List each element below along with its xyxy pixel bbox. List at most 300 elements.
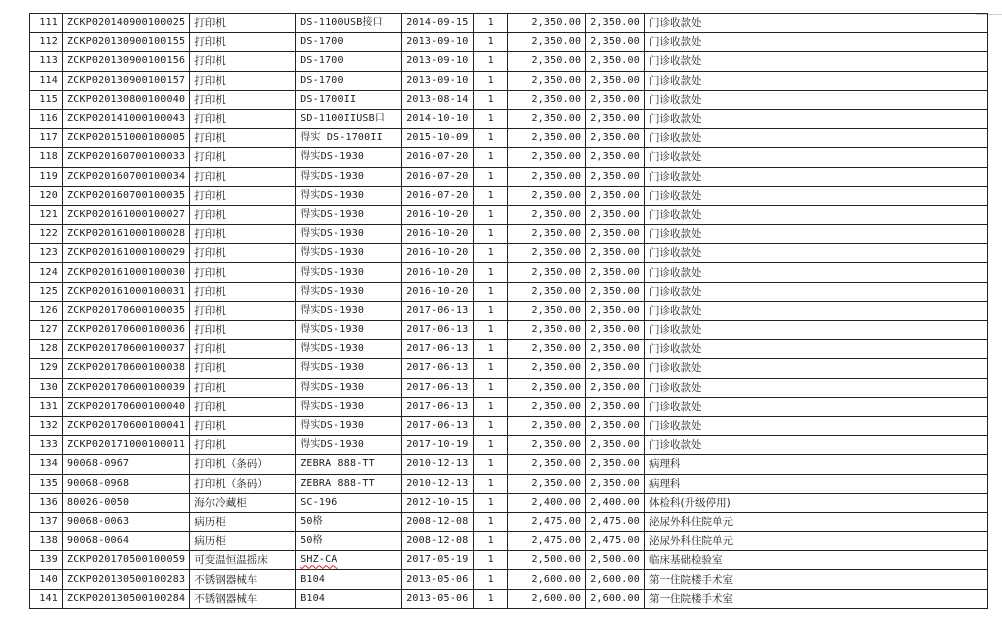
table-row [30,340,988,359]
unit-price-cell [508,167,586,186]
asset-code-text: ZCKP020161000100029 [67,247,186,259]
department-text: 门诊收款处 [648,228,702,241]
asset-code-cell [63,263,190,282]
unit-price-text: 2,400.00 [531,496,582,508]
quantity-cell [474,186,508,205]
row-number-text: 139 [39,554,58,566]
amount-cell [586,321,645,340]
date-text: 2013-05-06 [406,573,469,585]
unit-price-text: 2,350.00 [531,208,582,220]
model-cell [296,321,402,340]
department-cell [644,512,987,531]
asset-code-cell [63,321,190,340]
amount-text: 2,350.00 [590,208,640,220]
row-number-cell [30,378,63,397]
table-row [30,532,988,551]
date-cell [402,340,474,359]
model-cell [296,129,402,148]
amount-text: 2,350.00 [590,17,640,29]
quantity-cell [474,167,508,186]
amount-text: 2,350.00 [590,228,640,240]
department-cell [644,225,987,244]
amount-cell [586,282,645,301]
asset-name-cell [190,321,296,340]
row-number-cell [30,512,63,531]
department-cell [644,14,987,33]
row-number-text: 131 [39,400,58,412]
asset-code-cell [63,129,190,148]
date-text: 2008-12-08 [406,535,469,547]
asset-code-cell [63,71,190,90]
quantity-cell [474,474,508,493]
asset-name-text: 打印机 [194,228,226,241]
asset-code-cell [63,33,190,52]
date-text: 2017-06-13 [406,304,469,316]
amount-cell [586,589,645,608]
row-number-text: 133 [39,439,58,451]
amount-text: 2,350.00 [590,151,640,163]
row-number-text: 111 [39,17,58,29]
date-cell [402,359,474,378]
quantity-cell [474,455,508,474]
table-row [30,14,988,33]
unit-price-cell [508,512,586,531]
date-cell [402,589,474,608]
row-number-text: 140 [39,573,58,585]
amount-text: 2,350.00 [590,381,640,393]
unit-price-cell [508,532,586,551]
row-number-cell [30,52,63,71]
quantity-text: 1 [487,132,494,144]
asset-name-cell [190,532,296,551]
department-cell [644,244,987,263]
asset-name-text: 打印机 [194,17,226,30]
amount-text: 2,475.00 [590,515,640,527]
asset-code-cell [63,340,190,359]
asset-name-cell [190,340,296,359]
asset-code-text: ZCKP020160700100034 [67,170,186,182]
asset-name-text: 海尔冷藏柜 [194,496,247,509]
row-number-text: 136 [39,496,58,508]
table-row [30,148,988,167]
row-number-text: 113 [39,55,58,67]
quantity-cell [474,570,508,589]
department-text: 门诊收款处 [648,17,702,30]
model-text: DS-1700 [300,55,344,67]
amount-text: 2,475.00 [590,535,640,547]
asset-code-text: ZCKP020170600100038 [67,362,186,374]
model-cell [296,359,402,378]
model-cell [296,109,402,128]
row-number-cell [30,90,63,109]
date-text: 2016-07-20 [406,151,469,163]
model-cell [296,282,402,301]
asset-name-text: 打印机 [194,55,226,68]
asset-code-text: ZCKP020130900100156 [67,55,186,67]
asset-name-cell [190,90,296,109]
asset-name-cell [190,436,296,455]
unit-price-cell [508,90,586,109]
row-number-cell [30,436,63,455]
amount-cell [586,14,645,33]
department-cell [644,436,987,455]
model-text: 得实 DS-1700II [300,132,383,144]
department-cell [644,129,987,148]
asset-name-cell [190,589,296,608]
department-cell [644,321,987,340]
table-row [30,90,988,109]
row-number-text: 118 [39,151,58,163]
row-number-cell [30,109,63,128]
department-cell [644,474,987,493]
asset-name-text: 打印机 [194,285,226,298]
row-number-text: 112 [39,36,58,48]
date-cell [402,551,474,570]
row-number-text: 125 [39,285,58,297]
quantity-cell [474,378,508,397]
amount-cell [586,570,645,589]
model-text: 得实DS-1930 [300,208,365,220]
unit-price-text: 2,350.00 [531,170,582,182]
date-cell [402,532,474,551]
model-text: 得实DS-1930 [300,343,365,355]
table-row [30,455,988,474]
model-text: DS-1700 [300,74,344,86]
asset-code-text: ZCKP020170600100035 [67,304,186,316]
quantity-text: 1 [487,496,494,508]
amount-cell [586,90,645,109]
quantity-cell [474,225,508,244]
asset-code-cell [63,493,190,512]
model-cell [296,474,402,493]
date-text: 2014-09-15 [406,17,469,29]
date-text: 2016-10-20 [406,208,469,220]
unit-price-cell [508,589,586,608]
amount-text: 2,350.00 [590,362,640,374]
unit-price-cell [508,455,586,474]
table-row [30,282,988,301]
table-row [30,436,988,455]
asset-name-text: 打印机 [194,74,226,87]
unit-price-cell [508,52,586,71]
unit-price-cell [508,397,586,416]
asset-code-text: ZCKP020170600100041 [67,420,186,432]
amount-cell [586,244,645,263]
unit-price-text: 2,600.00 [531,573,582,585]
model-cell [296,90,402,109]
asset-name-cell [190,14,296,33]
asset-code-cell [63,570,190,589]
unit-price-cell [508,71,586,90]
asset-code-cell [63,148,190,167]
model-cell [296,263,402,282]
date-text: 2017-06-13 [406,400,469,412]
row-number-text: 120 [39,189,58,201]
amount-cell [586,551,645,570]
date-cell [402,570,474,589]
asset-code-text: ZCKP020170500100059 [67,554,186,566]
asset-code-cell [63,52,190,71]
quantity-cell [474,33,508,52]
asset-name-text: 打印机 [194,324,226,337]
quantity-cell [474,109,508,128]
asset-name-cell [190,129,296,148]
unit-price-cell [508,225,586,244]
row-number-cell [30,589,63,608]
amount-cell [586,71,645,90]
unit-price-cell [508,244,586,263]
row-number-text: 129 [39,362,58,374]
quantity-cell [474,416,508,435]
asset-name-text: 打印机 [194,439,226,452]
model-text: 得实DS-1930 [300,362,365,374]
asset-code-text: ZCKP020161000100028 [67,228,186,240]
amount-cell [586,33,645,52]
date-cell [402,282,474,301]
date-text: 2017-06-13 [406,381,469,393]
asset-code-text: ZCKP020140900100025 [67,17,186,29]
asset-code-cell [63,474,190,493]
model-text: 得实DS-1930 [300,266,365,278]
unit-price-cell [508,551,586,570]
model-text: SD-1100IIUSB口 [300,113,386,125]
asset-code-cell [63,225,190,244]
asset-code-text: ZCKP020130500100284 [67,592,186,604]
model-cell [296,340,402,359]
department-cell [644,551,987,570]
model-text: DS-1100USB接口 [300,17,383,29]
asset-name-cell [190,512,296,531]
model-text: 得实DS-1930 [300,151,365,163]
unit-price-text: 2,350.00 [531,343,582,355]
date-text: 2014-10-10 [406,113,469,125]
department-text: 门诊收款处 [648,400,702,413]
amount-cell [586,378,645,397]
date-cell [402,109,474,128]
department-cell [644,532,987,551]
unit-price-text: 2,350.00 [531,247,582,259]
asset-name-text: 可变温恒温摇床 [194,554,268,567]
asset-name-text: 打印机 [194,93,226,106]
quantity-text: 1 [487,381,494,393]
quantity-text: 1 [487,439,494,451]
asset-name-cell [190,416,296,435]
asset-code-cell [63,416,190,435]
quantity-text: 1 [487,343,494,355]
department-text: 泌尿外科住院单元 [648,515,733,528]
department-text: 门诊收款处 [648,113,702,126]
amount-text: 2,350.00 [590,285,640,297]
amount-cell [586,493,645,512]
asset-code-text: ZCKP020141000100043 [67,113,186,125]
department-text: 门诊收款处 [648,208,702,221]
date-text: 2017-06-13 [406,343,469,355]
unit-price-text: 2,350.00 [531,381,582,393]
asset-name-text: 打印机 [194,113,226,126]
amount-cell [586,186,645,205]
date-text: 2017-06-13 [406,324,469,336]
asset-name-text: 打印机 [194,304,226,317]
amount-cell [586,532,645,551]
table-row [30,378,988,397]
quantity-text: 1 [487,17,494,29]
model-text: 得实DS-1930 [300,400,365,412]
date-cell [402,186,474,205]
model-cell [296,397,402,416]
asset-name-cell [190,263,296,282]
row-number-cell [30,71,63,90]
amount-cell [586,263,645,282]
quantity-text: 1 [487,362,494,374]
quantity-cell [474,359,508,378]
row-number-text: 135 [39,477,58,489]
unit-price-cell [508,282,586,301]
quantity-cell [474,71,508,90]
department-cell [644,71,987,90]
model-text: B104 [300,573,326,585]
unit-price-cell [508,14,586,33]
asset-code-text: 80026-0050 [67,496,130,508]
model-text: B104 [300,592,326,604]
row-number-cell [30,167,63,186]
amount-cell [586,129,645,148]
date-text: 2013-09-10 [406,36,469,48]
asset-code-cell [63,244,190,263]
department-cell [644,109,987,128]
table-row [30,186,988,205]
date-text: 2013-09-10 [406,74,469,86]
date-cell [402,321,474,340]
table-row [30,416,988,435]
row-number-text: 137 [39,515,58,527]
unit-price-text: 2,350.00 [531,132,582,144]
unit-price-cell [508,129,586,148]
asset-code-text: ZCKP020161000100031 [67,285,186,297]
model-text: DS-1700 [300,36,344,48]
quantity-cell [474,493,508,512]
department-text: 门诊收款处 [648,381,702,394]
department-cell [644,416,987,435]
department-text: 门诊收款处 [648,151,702,164]
department-text: 门诊收款处 [648,132,702,145]
department-cell [644,263,987,282]
date-cell [402,301,474,320]
department-text: 门诊收款处 [648,74,702,87]
department-text: 门诊收款处 [648,362,702,375]
row-number-cell [30,359,63,378]
unit-price-cell [508,186,586,205]
asset-code-cell [63,589,190,608]
row-number-cell [30,14,63,33]
row-number-text: 122 [39,228,58,240]
asset-code-cell [63,455,190,474]
row-number-cell [30,455,63,474]
quantity-cell [474,532,508,551]
amount-text: 2,350.00 [590,439,640,451]
unit-price-cell [508,263,586,282]
department-cell [644,33,987,52]
asset-code-cell [63,186,190,205]
amount-cell [586,340,645,359]
quantity-cell [474,244,508,263]
asset-name-cell [190,205,296,224]
department-cell [644,282,987,301]
table-row [30,225,988,244]
unit-price-text: 2,350.00 [531,36,582,48]
model-text: 50格 [300,535,323,547]
department-text: 门诊收款处 [648,343,702,356]
amount-cell [586,359,645,378]
table-row [30,321,988,340]
amount-text: 2,350.00 [590,93,640,105]
quantity-text: 1 [487,266,494,278]
quantity-text: 1 [487,189,494,201]
amount-cell [586,301,645,320]
amount-text: 2,600.00 [590,573,640,585]
amount-text: 2,400.00 [590,496,640,508]
row-number-cell [30,570,63,589]
amount-text: 2,350.00 [590,74,640,86]
department-cell [644,493,987,512]
row-number-text: 141 [39,592,58,604]
table-row [30,359,988,378]
asset-code-cell [63,90,190,109]
date-cell [402,167,474,186]
model-cell [296,14,402,33]
unit-price-text: 2,350.00 [531,93,582,105]
quantity-text: 1 [487,36,494,48]
unit-price-text: 2,350.00 [531,228,582,240]
date-cell [402,397,474,416]
quantity-cell [474,301,508,320]
asset-code-text: ZCKP020161000100027 [67,208,186,220]
quantity-cell [474,551,508,570]
model-cell [296,148,402,167]
department-text: 泌尿外科住院单元 [648,535,733,548]
quantity-text: 1 [487,208,494,220]
quantity-cell [474,282,508,301]
asset-name-text: 打印机 [194,343,226,356]
department-text: 临床基础检验室 [648,554,723,567]
table-row [30,397,988,416]
unit-price-text: 2,350.00 [531,439,582,451]
unit-price-cell [508,148,586,167]
amount-cell [586,109,645,128]
table-row [30,71,988,90]
model-cell [296,33,402,52]
row-number-text: 119 [39,170,58,182]
amount-text: 2,600.00 [590,592,640,604]
row-number-cell [30,321,63,340]
row-number-text: 115 [39,93,58,105]
asset-name-text: 打印机 [194,381,226,394]
asset-code-text: ZCKP020151000100005 [67,132,186,144]
row-number-text: 117 [39,132,58,144]
amount-cell [586,148,645,167]
quantity-cell [474,205,508,224]
row-number-cell [30,205,63,224]
amount-cell [586,52,645,71]
asset-name-cell [190,33,296,52]
asset-name-text: 不锈钢器械车 [194,592,258,605]
quantity-text: 1 [487,458,494,470]
department-cell [644,205,987,224]
date-cell [402,52,474,71]
department-text: 门诊收款处 [648,439,702,452]
asset-code-text: ZCKP020170600100036 [67,324,186,336]
department-cell [644,340,987,359]
quantity-text: 1 [487,285,494,297]
